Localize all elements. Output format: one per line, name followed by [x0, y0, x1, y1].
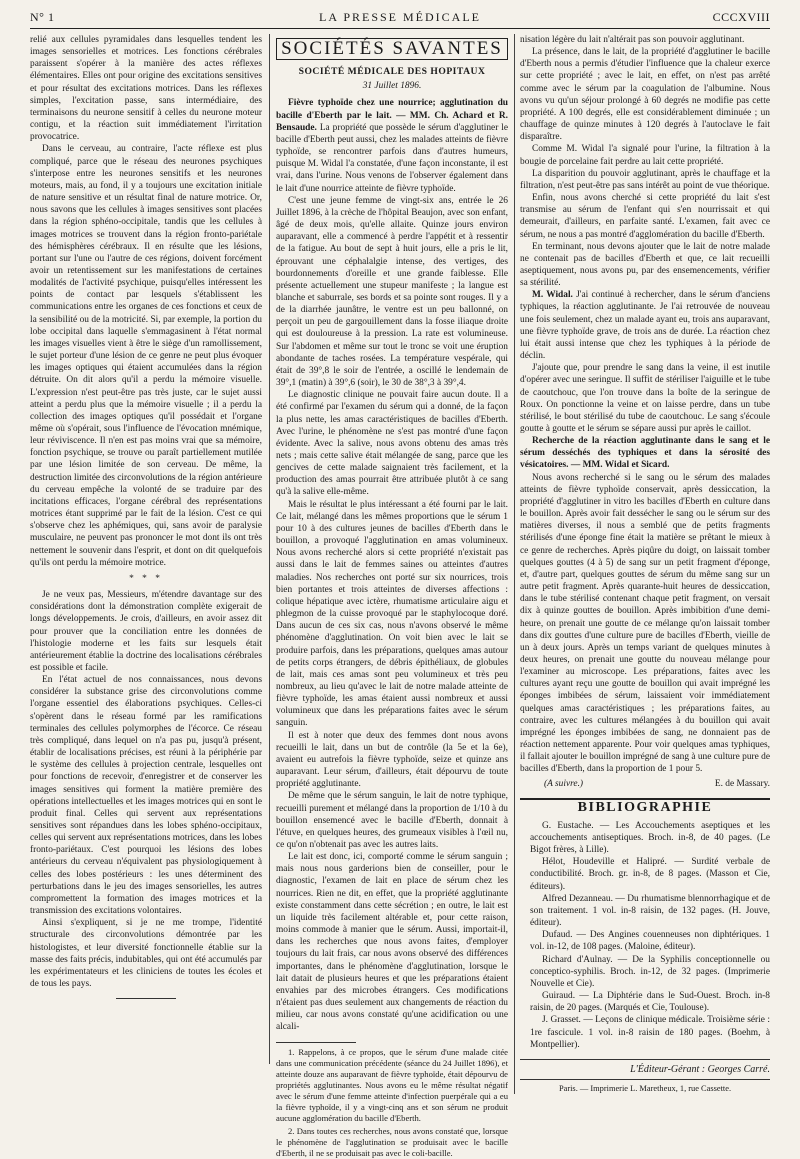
- bibliography-entry: Richard d'Aulnay. — De la Syphilis conceptionnelle ou conceptico-syphilis. Broch. in-12, de 32 pages. (Imprimerie Nouvelle et Cie).: [530, 954, 770, 989]
- paragraph: J'ajoute que, pour prendre le sang dans la veine, il est inutile d'opérer avec une seringue. Il suffit de stériliser l'aiguille et le tube de caoutchouc, que l'on trouve dans la boîte de la seringue de Roux. On ponctionne la veine et on laisse perdre, dans un tube stérilisé, le bout stérilisé du tube de caoutchouc. Le sang s'écoule goutte à goutte et le sérum se sépare aussi pur après le caillot.: [520, 363, 770, 434]
- printer-rule: [520, 1079, 770, 1080]
- column-3: [520, 34, 770, 1094]
- paragraph: Enfin, nous avons cherché si cette propriété du lait s'est transmise au sérum de l'enfant qui s'en nourrissait et qui demeurait, d'ailleurs, en parfaite santé. L'examen, fait avec ce sérum, ne nous a pas montré d'agglomération du bacille d'Eberth.: [520, 193, 770, 240]
- column-rule: [269, 34, 270, 1064]
- paragraph: Le lait est donc, ici, comporté comme le sérum sanguin ; mais nous nous garderions bien de conseiller, pour le diagnostic, l'examen de lait en place de sérum chez les nourrices. Rien ne dit, en effet, que la propriété agglutinante existe constamment dans cette sécrétion ; en outre, le lait est un liquide très facilement altérable et, pour cette raison, moins commode à manier que le sérum. Aussi, importait-il, dans les recherches que nous avons faites, d'employer toujours du lait frais, car nous avons observé des différences importantes, dans le phénomène d'agglutination, lorsque le lait datait de plusieurs heures et que les préparations étaient envahies par des microbes étrangers. Ces modifications n'étaient pas dues seulement aux changements de réaction du milieu, car nous avons constaté qu'une acidification ou une alcali-: [276, 852, 508, 1033]
- society-heading: SOCIÉTÉ MÉDICALE DES HOPITAUX: [298, 66, 486, 78]
- footnote: 2. Dans toutes ces recherches, nous avons constaté que, lorsque le phénomène de l'agglutination se produisait avec le bacille d'Eberth, il ne se produisait pas avec le coli-bacille.: [276, 1125, 508, 1158]
- column-rule: [514, 34, 515, 1094]
- paragraph: En terminant, nous devons ajouter que le lait de notre malade ne contenait pas de bacilles d'Eberth et que, ce lait recueilli aseptiquement, nous avons pu, par des ensemencements, vérifier sa stérilité.: [520, 241, 770, 289]
- speaker-name: M. Widal.: [532, 290, 573, 301]
- column-2: [276, 34, 508, 1158]
- section-banner: SOCIÉTÉS SAVANTES: [276, 38, 508, 60]
- paragraph: De même que le sérum sanguin, le lait de notre typhique, recueilli purement et mélangé dans la proportion de 1/10 à du bouillon ensemencé avec le bacille d'Eberth, donnait à l'étuve, en quelques heures, des grumeaux visibles à l'œil nu, ce qu'on n'obtenait pas avec les autres laits.: [276, 791, 508, 850]
- bibliography-rule: [520, 1059, 770, 1060]
- paragraph: En l'état actuel de nos connaissances, nous devons considérer la substance grise des circonvolutions comme l'organe essentiel des élaborations psychiques. Celles-ci s'opèrent dans le réseau formé par les ramifications terminales des cellules polymorphes de l'écorce. Ce réseau très compliqué, dans lequel on n'a pas pu, jusqu'à présent, établir de localisations précises, est réuni à la périphérie par le système des cellules à projection centrale, lesquelles ont pour fonctions de recevoir, d'enregistrer et de conserver les images sensitives qui forment la matière première des opérations intellectuelles et les images motrices qui en sont le produit final. Celles qui servent aux représentations sensitives sont répandues dans les lobes sphéno-occipitaux, celles qui servent aux représentations motrices, dans les lobes fronto-pariétaux. C'est pourquoi les lésions des lobes antérieurs du cerveau n'équivalent pas physiologiquement à celles des lobes postérieurs : les unes déterminent des perturbations dans le jeu des images sensorielles, les autres compromettent la formation des images motrices et la transmission des excitations volontaires.: [30, 675, 262, 917]
- paragraph: Ainsi s'expliquent, si je ne me trompe, l'identité structurale des circonvolutions démontrée par les histologistes, et leur diversité fonctionnelle établie sur la masse des faits précis, indubitables, qui ont été accumulés par les expérimentateurs et les cliniciens de toutes les écoles et de tous les pays.: [30, 918, 262, 990]
- to-be-continued: (A suivre.): [544, 778, 584, 789]
- paragraph: Mais le résultat le plus intéressant a été fourni par le lait. Ce lait, mélangé dans les mêmes proportions que le sérum 1 pour 10 à des cultures jeunes de bacilles d'Eberth dans le bouillon, a provoqué l'agglutination en amas volumineux. Nous avons recherché alors si cette propriété n'existait pas aussi dans le lait de femmes saines ou atteintes d'autres maladies. Nos recherches ont porté sur six nourrices, trois bien portantes et trois atteintes de diverses affections : colique hépatique avec ictère, rhumatisme articulaire aigu et phlegmon de la cuisse provoqué par le staphylocoque doré. Dans aucun de ces six cas, nous n'avons observé le même phénomène d'agglutination. On voit bien avec le lait se produire parfois, dans les préparations, quelques amas autour de petits corps étrangers, de débris épithéliaux, de globules de lait, mais ces amas sont peu volumineux et très peu nombreux, au lieu qu'avec le lait de notre malade atteinte de fièvre typhoïde, les amas étaient aussi nombreux et aussi volumineux que dans les préparations faites avec le sérum sanguin.: [276, 499, 508, 729]
- bibliography-entry: J. Grasset. — Leçons de clinique médicale. Troisième série : 1re fascicule. 1 vol. in-8 raisin de 180 pages. (Boehm, à Montpellier).: [530, 1015, 770, 1050]
- bibliography-entry: G. Eustache. — Les Accouchements aseptiques et les accouchements antiseptiques. Broch. in-8, de 40 pages. (Le Bigot frères, à Lille).: [530, 820, 770, 856]
- paragraph: nisation légère du lait n'altérait pas son pouvoir agglutinant.: [520, 35, 745, 45]
- bibliography-entry: Dufaud. — Des Angines couenneuses non diphtériques. 1 vol. in-12, de 108 pages. (Maloine, éditeur).: [530, 930, 770, 953]
- speaker-text: J'ai continué à rechercher, dans le sérum d'anciens typhiques, la réaction agglutinante. Je l'ai retrouvée de nouveau une fois seulement, chez un malade ayant eu, trois ans auparavant, une fièvre typhoïde grave, de trois ans de durée. La réaction chez lui était aussi intense que chez les typhiques à la période de déclin.: [520, 290, 771, 362]
- bibliography-entry: Alfred Dezanneau. — Du rhumatisme blennorrhagique et de son traitement. 1 vol. in-8 raisin, de 132 pages. (H. Jouve, éditeur).: [530, 893, 770, 929]
- paragraph: C'est une jeune femme de vingt-six ans, entrée le 26 Juillet 1896, à la crèche de l'hôpital Beaujon, avec son enfant, âgé de deux mois, qu'elle allaite. Quinze jours environ auparavant, elle a commencé à perdre l'appétit et à ressentir de la fatigue. Au bout de sept à huit jours, elle a pris le lit, éprouvant une céphalalgie intense, des vertiges, des bourdonnements d'oreille et une grande faiblesse. Elle présente actuellement une stupeur manifeste ; la langue est blanche et saburrale, ses bords et sa pointe sont rouges. Il y a de la diarrhée jaunâtre, le ventre est un peu ballonné, on perçoit un peu de gargouillement dans la fosse iliaque droite qui est douloureuse à la pression. La rate est volumineuse. Sur l'abdomen et même sur tout le tronc se voit une éruption abondante de taches rosées. La température vespérale, qui était de 39°,8 le soir de l'entrée, a oscillé le lendemain de 39°,1 (matin) à 39°,6 (soir), le 30 de 38°,3 à 39°,4.: [276, 195, 508, 389]
- article-title: Fièvre typhoïde chez une nourrice; agglutination du bacille d'Eberth par le lait. — MM. Ch. Achard et R. Bensaude.: [276, 98, 508, 133]
- footnote: 1. Rappelons, à ce propos, que le sérum d'une malade citée dans une communication précédente (séance du 24 Juillet 1896), et atteinte douze ans auparavant de fièvre typhoïde, était dépourvu de propriétés agglutinantes. Nous avons eu le même résultat négatif avec le sérum d'une femme atteinte d'infection puerpérale qui a eu la fièvre typhoïde, il y a vingt-cinq ans et son sérum ne produit aucune agglomération du bacille d'Eberth.: [276, 1046, 508, 1123]
- printer-line: Paris. — Imprimerie L. Maretheux, 1, rue Cassette.: [558, 1083, 732, 1093]
- paragraph: La présence, dans le lait, de la propriété d'agglutiner le bacille d'Eberth nous a permis d'étudier l'influence que la chaleur exerce sur cette propriété ; avec le lait, en effet, on n'est pas arrêté comme avec le sérum par la coagulation de l'albumine. Nous avons vu qu'un séjour prolongé à 60 degrés ne modifie pas cette propriété. A 100 degrés, elle est considérablement diminuée ; un chauffage de quinze minutes à 120 degrés à l'autoclave le fait disparaître.: [520, 47, 770, 143]
- signature-line: [520, 778, 770, 790]
- page-header: [30, 6, 770, 29]
- editor-line: L'Éditeur-Gérant : Georges Carré.: [630, 1063, 770, 1075]
- bibliography-entry: Guiraud. — La Diphtérie dans le Sud-Ouest. Broch. in-8 raisin, de 20 pages. (Marqués et Cie, Toulouse).: [530, 991, 770, 1014]
- paragraph: Comme M. Widal l'a signalé pour l'urine, la filtration à la bougie de porcelaine fait perdre au lait cette propriété.: [520, 144, 770, 167]
- paragraph: Le diagnostic clinique ne pouvait faire aucun doute. Il a été confirmé par l'examen du sérum qui a donné, de la façon la plus nette, les amas caractéristiques de bacilles d'Eberth. Avec l'urine, le phénomène ne s'est pas montré d'une façon évidente. Avec la salive, nous avons obtenu des amas très nets ; mais cette salive était mélangée de sang, parce que les gencives de cette malade saignaient très facilement, et la production des amas pourrait être attribuée plutôt à ce sang qu'à la salive elle-même.: [276, 390, 508, 498]
- section-stars: * * *: [129, 573, 163, 584]
- column-1: [30, 34, 262, 1064]
- folio-number: CCCXVIII: [712, 10, 770, 24]
- footnote-rule: [276, 1042, 356, 1043]
- bibliography-entry: Hélot, Houdeville et Halipré. — Surdité verbale de conductibilité. Broch. gr. in-8, de 8 pages. (Masson et Cie, éditeurs).: [530, 857, 770, 892]
- article-lead: La propriété que possède le sérum d'agglutiner le bacille d'Eberth peut aussi, chez les malades atteints de fièvre typhoïde, se rencontrer parfois dans d'autres humeurs, puisque M. Widal l'a constatée, d'une façon inconstante, il est vrai, dans l'urine. Nous venons de l'observer également dans le lait d'une nourrice atteinte de fièvre typhoïde.: [276, 122, 508, 194]
- footnotes: [276, 1047, 508, 1159]
- end-rule: [116, 998, 176, 999]
- paragraph: Il est à noter que deux des femmes dont nous avons recueilli le lait, dans un but de contrôle (la 5e et la 6e), avaient eu autrefois la fièvre typhoïde, seize et quinze ans auparavant. Leur sérum, d'ailleurs, était dépourvu de toute propriété agglutinante.: [276, 730, 508, 790]
- session-date: 31 Juillet 1896.: [362, 81, 422, 92]
- paragraph: La disparition du pouvoir agglutinant, après le chauffage et la filtration, n'est peut-être pas sans intérêt au point de vue théorique.: [520, 168, 770, 191]
- author-signature: E. de Massary.: [714, 778, 770, 789]
- paragraph: relié aux cellules pyramidales dans lesquelles tendent les images sensorielles et motrices. Les fonctions cérébrales paraissent s'opérer à la manière des actes réflexes élémentaires. Elles ont pour origine des excitations sensitives et pour résultat des excitations motrices. Dans les réflexes simples, l'excitation passe, sans intermédiaire, des terminaisons du neurone sensitif à celles du neurone moteur contigu, et la réaction suit immédiatement l'irritation provocatrice.: [30, 35, 262, 143]
- article-title: Recherche de la réaction agglutinante dans le sang et le sérum desséchés des typhiques et dans la sérosité des vésicatoires. — MM. Widal et Sicard.: [520, 436, 770, 471]
- bibliography-heading: BIBLIOGRAPHIE: [577, 799, 713, 815]
- journal-title: LA PRESSE MÉDICALE: [318, 10, 481, 24]
- paragraph: Dans le cerveau, au contraire, l'acte réflexe est plus compliqué, parce que le réseau des neurones psychiques s'interpose entre les neurones sensitifs et les neurones moteurs, mais, au fond, il y a toujours une excitation initiale de nature sensitive et un résultat final de nature motrice. Or, nous savons que les cellules à images sensitives sont placées dans la région sphéno-occipitale, tandis que les cellules à images motrices se trouvent dans la région fronto-pariétale des hémisphères cérébraux. Il en résulte que les lésions, portant sur l'une ou l'autre de ces régions, doivent forcément avoir un retentissement sur les manifestations de certaines modalités de l'activité psychique, puisqu'elles intéressent les points de contact par lesquels s'établissent les communications entre les organes de ces fonctions et ceux de la sensibilité ou de la motricité. Si, par exemple, la portion du lobe occipital dans laquelle s'emmagasinent à l'état normal les images visuelles vient à être le siège d'un ramollissement, le sujet porteur d'une lésion de ce genre ne peut plus évoquer les images optiques qui étaient accumulées dans la région détruite. On dit alors qu'il a perdu la mémoire visuelle. L'expression n'est peut-être pas très juste, car le sujet aussi atteint a perdu plus que la mémoire visuelle ; il a perdu la collection des images optiques qu'il possédait et l'organe même où s'opérait, sous l'influence de l'évocation mnémique, leur réviviscence. Il n'en est pas moins vrai que sa mémoire, fonction psychique, se trouve ou paraît partiellement mutilée par une lésion limitée de son cerveau. De même, la destruction limitée des circonvolutions de la région antérieure du cerveau empêche la volonté de se traduire par des incitations efficaces, l'organe cérébral des représentations motrices étant supprimé par le fait de la lésion. C'est ce qui s'observe chez les aphémiques, qui, sans avoir de paralysie musculaire, ne peuvent pas prononcer le mot dont ils ont très nettement le souvenir dans l'esprit, et dont on dit quelquefois qu'ils ont perdu la mémoire motrice.: [30, 144, 262, 568]
- paragraph: Je ne veux pas, Messieurs, m'étendre davantage sur des considérations dont la démonstration complète exigerait de longs développements. Je crois, d'ailleurs, en avoir assez dit pour prouver que la conciliation entre les données de l'histologie moderne et les faits sur lesquels était antérieurement établie la doctrine des localisations cérébrales est possible et facile.: [30, 590, 262, 673]
- paragraph: Nous avons recherché si le sang ou le sérum des malades atteints de fièvre typhoïde conservait, après dessiccation, la propriété d'agglutiner in vitro les bacilles d'Eberth en culture dans le bouillon. Après avoir fait dessécher le sang ou le sérum sur des matières diverses, il nous a semblé que de petits fragments stérilisés d'une éponge fine était la matière se prêtant le mieux à ce genre de recherches. Après piqûre du doigt, on laissait tomber quelques gouttes (4 à 5) de sang sur un petit fragment d'éponge, et, d'autre part, quelques gouttes de sérum du même sang sur un autre petit fragment. Après quarante-huit heures de dessiccation, dans le tube stérilisé contenant chaque petit fragment, on versait dix à quinze gouttes de bouillon. Après imbibition d'une demi-heure, on prenait une goutte de ce mélange qu'on laissait tomber dans dix gouttes d'une culture pure de bacilles d'Eberth, vieille de un à deux jours. Après un temps variant de quelques minutes à deux heures, on prenait une goutte du nouveau mélange pour l'examiner au microscope. Les préparations, faites avec les cultures ayant reçu une goutte de bouillon qui avait imprégné les éponges imbibées de sérum, laissaient voir immédiatement quelques amas caractéristiques ; les préparations faites, au contraire, avec les cultures mélangées à du bouillon qui avait imprégné les éponges imbibées de sang, ne donnaient pas de réaction nettement apparente. Pour voir quelques amas typhiques, il fallait ajouter le bouillon imprégné de sang à une culture pure de bacilles d'Eberth, dans la proportion de 1 pour 5.: [520, 472, 770, 775]
- issue-number: N° 1: [30, 10, 55, 24]
